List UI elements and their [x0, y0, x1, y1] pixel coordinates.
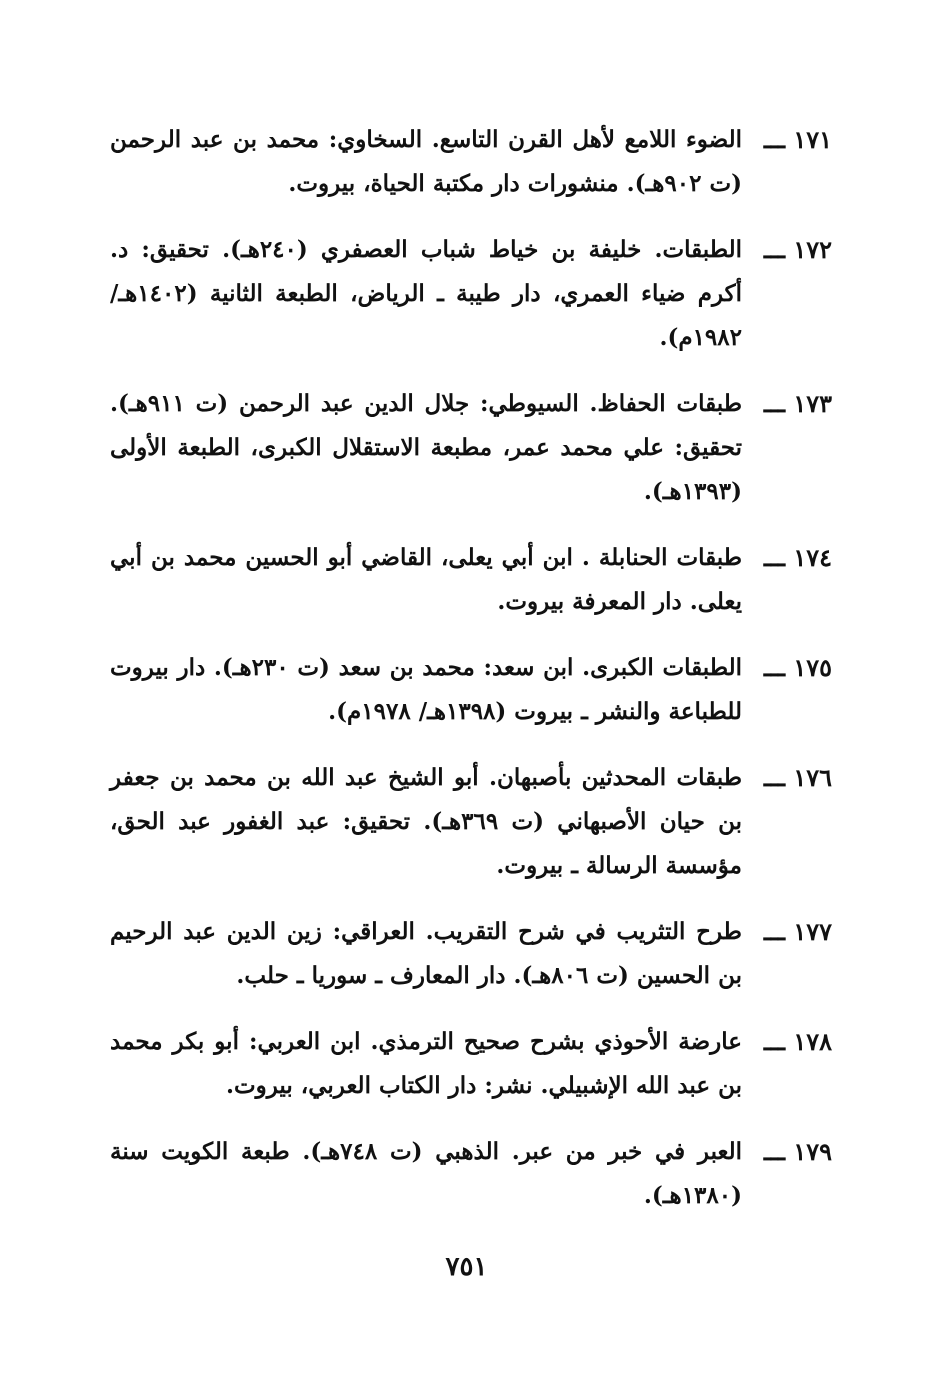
entry-text: العبر في خبر من عبر. الذهبي (ت ٧٤٨هـ). طبعة الكويت سنة (١٣٨٠هـ).	[110, 1138, 742, 1209]
entry-number: ١٧٩ ـــ	[763, 1137, 832, 1166]
bibliography-entry	[110, 382, 832, 514]
entry-text: طبقات الحفاظ. السيوطي: جلال الدين عبد الرحمن (ت ٩١١هـ). تحقيق: علي محمد عمر، مطبعة الاستقلال الكبرى، الطبعة الأولى (١٣٩٣هـ).	[110, 390, 742, 505]
entry-number: ١٧٤ ـــ	[763, 543, 832, 572]
bibliography-entry	[110, 228, 832, 360]
entry-number: ١٧٢ ـــ	[763, 235, 832, 264]
entry-text: طبقات المحدثين بأصبهان. أبو الشيخ عبد الله بن محمد بن جعفر بن حيان الأصبهاني (ت ٣٦٩هـ). تحقيق: عبد الغفور عبد الحق، مؤسسة الرسالة ـ بيروت.	[110, 764, 742, 879]
entry-text: عارضة الأحوذي بشرح صحيح الترمذي. ابن العربي: أبو بكر محمد بن عبد الله الإشبيلي. نشر: دار الكتاب العربي، بيروت.	[110, 1028, 742, 1099]
bibliography-entry	[110, 910, 832, 998]
entry-number: ١٧٣ ـــ	[763, 389, 832, 418]
bibliography-entry	[110, 756, 832, 888]
entry-number: ١٧٦ ـــ	[763, 763, 832, 792]
entry-text: طبقات الحنابلة . ابن أبي يعلى، القاضي أبو الحسين محمد بن أبي يعلى. دار المعرفة بيروت.	[110, 544, 742, 615]
entry-number: ١٧٥ ـــ	[763, 653, 832, 682]
bibliography-list	[110, 118, 832, 1240]
page-number: ٧٥١	[445, 1252, 488, 1282]
entry-text: الطبقات. خليفة بن خياط شباب العصفري (٢٤٠هـ). تحقيق: د. أكرم ضياء العمري، دار طيبة ـ الرياض، الطبعة الثانية (١٤٠٢هـ/ ١٩٨٢م).	[110, 236, 742, 351]
entry-text: طرح التثريب في شرح التقريب. العراقي: زين الدين عبد الرحيم بن الحسين (ت ٨٠٦هـ). دار المعارف ـ سوريا ـ حلب.	[110, 918, 742, 989]
bibliography-entry	[110, 536, 832, 624]
entry-text: الطبقات الكبرى. ابن سعد: محمد بن سعد (ت ٢٣٠هـ). دار بيروت للطباعة والنشر ـ بيروت (١٣٩٨هـ/ ١٩٧٨م).	[110, 654, 742, 725]
entry-text: الضوء اللامع لأهل القرن التاسع. السخاوي: محمد بن عبد الرحمن (ت ٩٠٢هـ). منشورات دار مكتبة الحياة، بيروت.	[110, 126, 742, 197]
entry-number: ١٧٨ ـــ	[763, 1027, 832, 1056]
entry-number: ١٧٧ ـــ	[763, 917, 832, 946]
bibliography-entry	[110, 118, 832, 206]
entry-number: ١٧١ ـــ	[763, 125, 832, 154]
bibliography-entry	[110, 646, 832, 734]
bibliography-entry	[110, 1020, 832, 1108]
bibliography-entry	[110, 1130, 832, 1218]
